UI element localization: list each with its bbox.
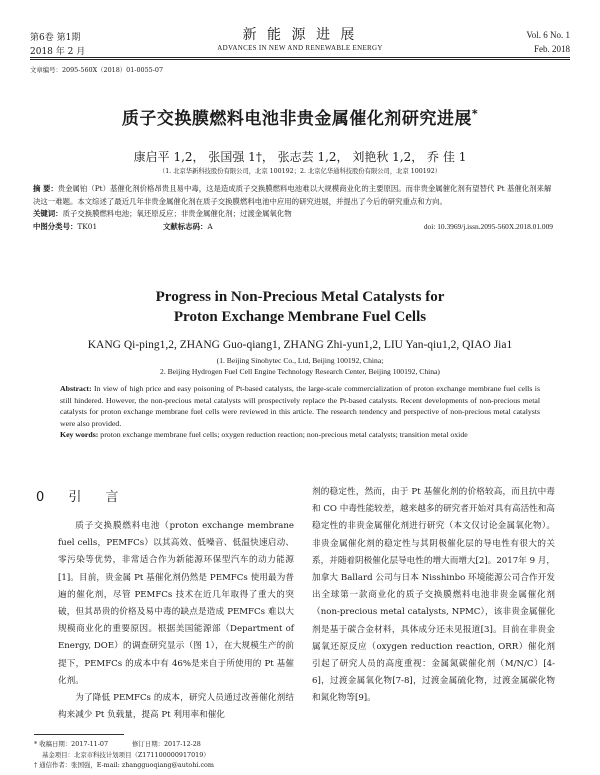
title-en-line2: Proton Exchange Membrane Fuel Cells <box>173 309 427 325</box>
journal-name-en: ADVANCES IN NEW AND RENEWABLE ENERGY <box>217 44 383 52</box>
authors-cn: 康启平 1,2， 张国强 1†， 张志芸 1,2， 刘艳秋 1,2， 乔 佳 1 <box>133 150 467 164</box>
body-right-column <box>312 484 555 708</box>
article-number: 文章编号：2095-560X（2018）01-0055-07 <box>30 66 164 74</box>
section-heading: 0 引 言 <box>36 490 129 505</box>
paragraph: 质子交换膜燃料电池（proton exchange membrane fuel cells，PEMFCs）以其高效、低噪音、低温快速启动、零污染等优势，非常适合作为新能源环保型汽车的动力能源[1]。目前，贵金属 Pt 基催化剂仍然是 PEMFCs 使用最为普遍的催化剂，尽管 PEMFCs 技术在近几年取得了重大的突破，但其昂贵的价格及易中毒的缺点是造成 PEMFCs 难以大规模商业化的重要原因。根据美国能源部（Department of Energy, DOE）的调查研究显示（图 1），在大规模生产的前提下，PEMFCs 的成本中有 46%是来自于所使用的 Pt 基催化剂。 <box>58 521 294 686</box>
date-en: Feb. 2018 <box>534 44 570 54</box>
affiliations-cn: （1. 北京华新科技股份有限公司，北京 100192；2. 北京亿华通科技股份有限公司，北京 100192） <box>158 168 442 175</box>
header-rule-bottom <box>30 59 570 60</box>
abstract-en: Abstract: In view of high price and easy poisoning of Pt-based catalysts, the large-scale commercialization of proton exchange membrane fuel cells is still hindered. However, the non-precious metal catalysts will prospectively replace the Pt-based catalysts. Recent developments of non-precious metal catalysts for proton exchange membrane fuel cells were reviewed in this article. The research tendency and perspective of non-precious metal catalysts were also provided. Key words: proton exchange membrane fuel cells; oxygen reduction reaction; non-precious metal catalysts; transition metal oxide <box>60 384 540 440</box>
volume-en: Vol. 6 No. 1 <box>526 30 570 40</box>
affiliation-en-1: (1. Beijing Sinohytec Co., Ltd, Beijing 100192, China; <box>216 356 384 365</box>
journal-name-cn: 新 能 源 进 展 <box>242 27 358 43</box>
footnotes: * 收稿日期：2017-11-07 修订日期：2017-12-28 基金项目：北京市科技计划项目（Z171100000917019） † 通信作者：张国强，E-mail: zhangguoqiang@autohi.com <box>34 740 214 769</box>
abstract-cn: 摘 要：贵金属铂（Pt）基催化剂价格昂贵且易中毒，这是造成质子交换膜燃料电池难以大规模商业化的主要原因。而非贵金属催化剂有望替代 Pt 基催化剂来解决这一难题。本文综述了最近几年非贵金属催化剂在质子交换膜燃料电池中应用的研究进展，并提出了今后的研究重点和方向。 关键词：质子交换膜燃料电池；氧还原反应；非贵金属催化剂；过渡金属氧化物 中图分类号：TK01 文献标志码：A doi: 10.3969/j.issn.2095-560X.2018.01.009 <box>33 184 553 231</box>
footnote-rule <box>34 734 124 735</box>
paragraph: 剂的稳定性，然而，由于 Pt 基催化剂的价格较高，而且抗中毒和 CO 中毒性能较差，越来越多的研究者开始对具有高活性和高稳定性的非贵金属催化剂进行研究（本文仅讨论金属氧化物）。非贵金属催化剂的稳定性与其阴极催化层的导电性有很大的关系，并随着阴极催化层导电性的增大而增大[2]。2017年 9 月，加拿大 Ballard 公司与日本 Nisshinbo 环境能源公司合作开发出全球第一款商业化的质子交换膜燃料电池非贵金属催化剂（non-precious metal catalysts, NPMC），该非贵金属催化剂是基于碳合金材料，具体成分还未见报道[3]。目前在非贵金属氧还原反应（oxygen reduction reaction, ORR）催化剂引起了研究人员的高度重视：金属氮碳催化剂（M/N/C）[4-6]，过渡金属氧化物[7-8]，过渡金属硫化物，过渡金属碳化物和氮化物等[9]。 <box>312 487 555 704</box>
header-rule-top <box>30 57 570 58</box>
authors-en: KANG Qi-ping1,2, ZHANG Guo-qiang1, ZHANG Zhi-yun1,2, LIU Yan-qiu1,2, QIAO Jia1 <box>87 339 513 351</box>
date-cn: 2018 年 2 月 <box>30 47 86 57</box>
affiliation-en-2: 2. Beijing Hydrogen Fuel Cell Engine Technology Research Center, Beijing 100192, China) <box>160 367 440 376</box>
title-cn: 质子交换膜燃料电池非贵金属催化剂研究进展* <box>121 107 479 129</box>
title-en-line1: Progress in Non-Precious Metal Catalysts for <box>155 289 445 305</box>
volume-issue-cn: 第6卷 第1期 <box>30 33 81 43</box>
body-left-column <box>58 518 294 724</box>
paragraph: 为了降低 PEMFCs 的成本，研究人员通过改善催化剂结构来减少 Pt 负载量，提高 Pt 利用率和催化 <box>58 693 294 721</box>
